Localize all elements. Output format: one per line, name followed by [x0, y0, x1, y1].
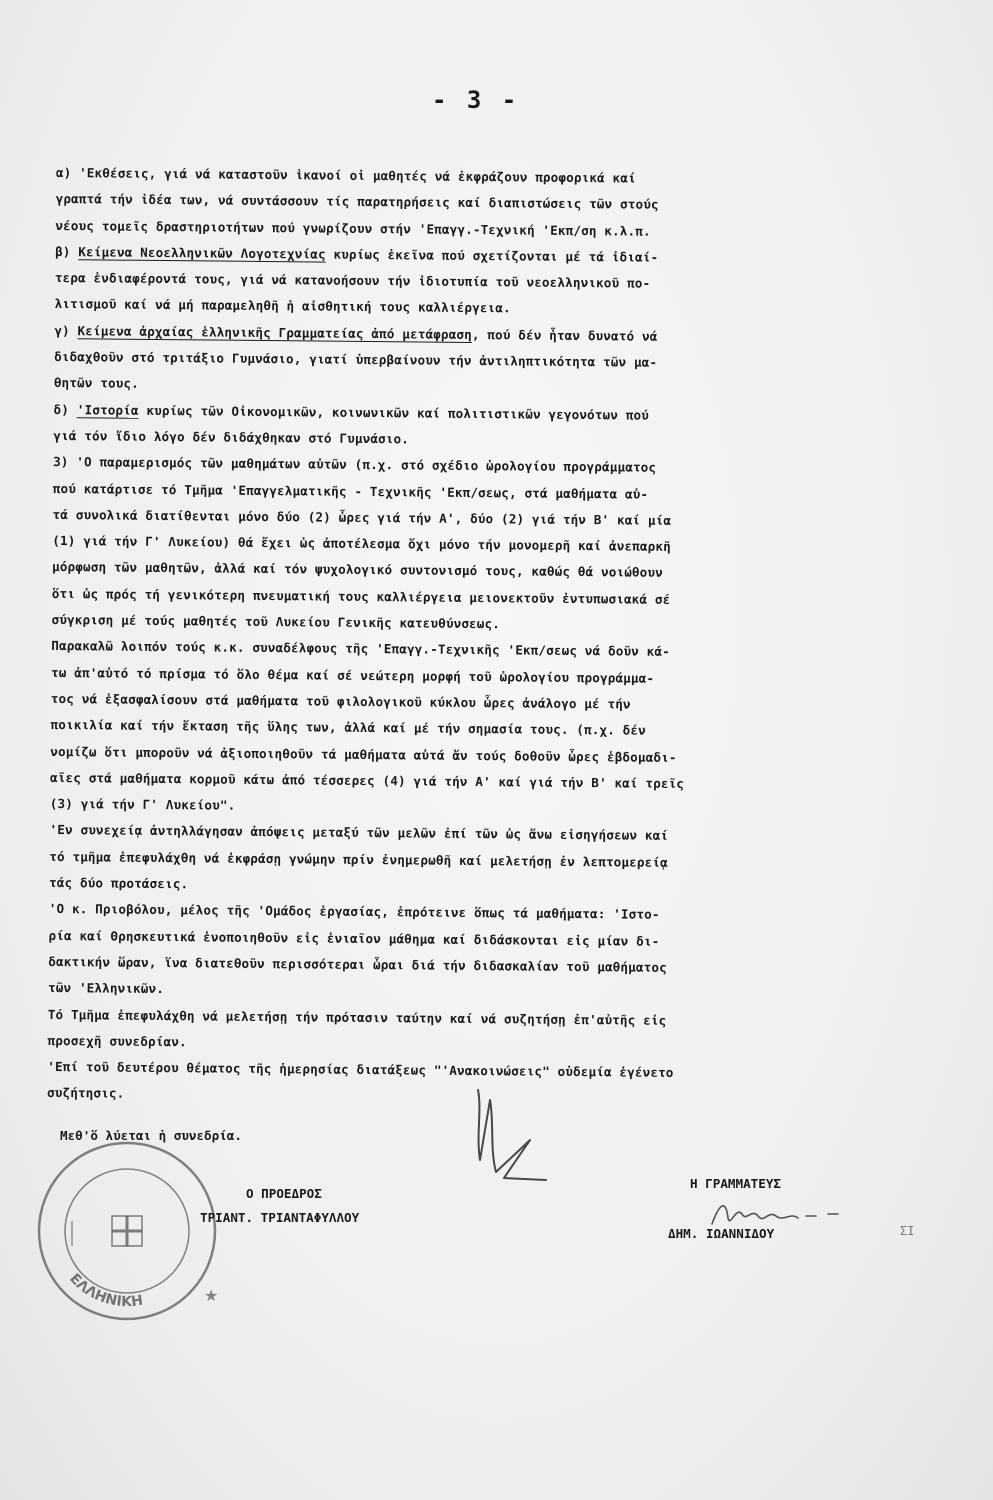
text-segment: τά συνολικά διατίθενται μόνο δύο (2) ὧρες γιά τήν Α', δύο (2) γιά τήν Β' καί μία	[52, 506, 672, 528]
secretary-name: ΔΗΜ. ΙΩΑΝΝΙΔΟΥ	[668, 1226, 775, 1241]
text-segment: πού κατάρτισε τό Τμῆμα 'Επαγγελματικῆς - Τεχνικῆς 'Εκπ/σεως, στά μαθήματα αὐ-	[52, 480, 649, 502]
text-segment: 3) 'Ο παραμερισμός τῶν μαθημάτων αὐτῶν (π.χ. στό σχέδιο ὡρολογίου προγράμματος	[53, 454, 657, 476]
handwritten-mark	[460, 1080, 550, 1190]
text-segment: λιτισμοῦ καί νά μή παραμεληθῆ ἡ αἰσθητική τους καλλιέργεια.	[54, 296, 511, 316]
text-segment: διδαχθοῦν στό τριτάξιο Γυμνάσιο, γιατί ὑπερβαίνουν τήν ἀντιληπτικότητα τῶν μα-	[54, 349, 658, 370]
text-segment: (3) γιά τήν Γ' Λυκείου".	[49, 796, 236, 813]
text-segment: σύγκριση μέ τούς μαθητές τοῦ Λυκείου Γενικῆς κατευθύνσεως.	[51, 612, 501, 632]
text-segment: νέους τομεῖς δραστηριοτήτων πού γνωρίζουν στήν 'Επαγγ.-Τεχνική 'Εκπ/ση κ.λ.π.	[55, 217, 651, 239]
secretary-title: Η ΓΡΑΜΜΑΤΕΥΣ	[690, 1176, 781, 1191]
svg-text:ΕΛΛΗΝΙΚΗ: ΕΛΛΗΝΙΚΗ	[66, 1270, 145, 1311]
text-segment: δ)	[53, 401, 77, 417]
minutes-body	[47, 160, 956, 1115]
text-segment: α) 'Εκθέσεις, γιά νά καταστοῦν ἱκανοί οἱ μαθητές νά ἐκφράζουν προφορικά καί	[55, 164, 636, 186]
svg-text:★: ★	[204, 1286, 219, 1305]
text-segment: τερα ἐνδιαφέροντά τους, γιά νά κατανοήσουν τήν ἰδιοτυπία τοῦ νεοελληνικοῦ πο-	[54, 270, 651, 291]
text-segment: (1) γιά τήν Γ' Λυκείου) θά ἔχει ὡς ἀποτέλεσμα ὄχι μόνο τήν μονομερῆ καί ἀνεπαρκῆ	[52, 533, 671, 555]
margin-mark: ΣΙ	[900, 1224, 915, 1238]
text-segment: Παρακαλῶ λοιπόν τούς κ.κ. συναδέλφους τῆς 'Επαγγ.-Τεχνικῆς 'Εκπ/σεως νά δοῦν κά-	[51, 638, 670, 660]
text-segment: ρία καί Θρησκευτικά ἑνοποιηθοῦν εἰς ἑνιαῖον μάθημα καί διδάσκονται εἰς μίαν δι-	[48, 927, 660, 949]
text-segment: Τό Τμῆμα ἐπεφυλάχθη νά μελετήσῃ τήν πρότασιν ταύτην καί νά συζητήσῃ ἐπ'αὐτῆς εἰς	[47, 1006, 667, 1028]
underlined-heading: Κείμενα ἀρχαίας ἑλληνικῆς Γραμματείας ἀπό μετάφραση	[77, 322, 472, 342]
president-title: Ο ΠΡΟΕΔΡΟΣ	[246, 1186, 322, 1201]
text-segment: αῖες στά μαθήματα κορμοῦ κάτω ἀπό τέσσερες (4) γιά τήν Α' καί γιά τήν Β' καί τρεῖς	[50, 769, 685, 791]
text-segment: γραπτά τήν ἰδέα των, νά συντάσσουν τίς παρατηρήσεις καί διαπιστώσεις τῶν στούς	[55, 191, 659, 213]
text-segment: τό τμῆμα ἐπεφυλάχθη νά ἐκφράσῃ γνώμην πρίν ἐνημερωθῆ καί μελετήσῃ ἐν λεπτομερείᾳ	[49, 848, 668, 870]
text-segment: 'Επί τοῦ δευτέρου θέματος τῆς ἡμερησίας διατάξεως "'Ανακοινώσεις" οὐδεμία ἐγένετο	[47, 1059, 674, 1081]
text-segment: , πού δέν ἦταν δυνατό νά	[471, 326, 658, 344]
underlined-heading: Κείμενα Νεοελληνικῶν Λογοτεχνίας	[78, 244, 326, 262]
text-segment: κυρίως ἐκεῖνα πού σχετίζονται μέ τά ἰδιαί-	[325, 246, 659, 265]
text-segment: τος νά ἐξασφαλίσουν στά μαθήματα τοῦ φιλολογικοῦ κύκλου ὧρες ἀνάλογο μέ τήν	[50, 690, 631, 712]
text-segment: ὅτι ὡς πρός τή γενικότερη πνευματική τους καλλιέργεια μειονεκτοῦν ἐντυπωσιακά σέ	[51, 585, 671, 607]
president-name: ΤΡΙΑΝΤ. ΤΡΙΑΝΤΑΦΥΛΛΟΥ	[200, 1210, 360, 1225]
president-signature-block	[200, 1182, 359, 1230]
text-segment: τάς δύο προτάσεις.	[48, 874, 189, 892]
closing-line: Μεθ'ὅ λύεται ἡ συνεδρία.	[60, 1128, 242, 1143]
text-segment: γ)	[54, 322, 78, 338]
text-segment: τω ἀπ'αὐτό τό πρίσμα τό ὅλο θέμα καί σέ νεώτερη μορφή τοῦ ὡρολογίου προγράμμα-	[51, 664, 655, 686]
text-segment: μόρφωση τῶν μαθητῶν, ἀλλά καί τόν ψυχολογικό συντονισμό τους, καθώς θά νοιώθουν	[52, 559, 663, 581]
text-segment: β)	[55, 243, 79, 260]
page-number: - 3 -	[432, 86, 520, 114]
underlined-heading: 'Ιστορία	[76, 401, 139, 418]
official-stamp-seal	[32, 1136, 222, 1326]
secretary-signature-scrawl	[706, 1196, 856, 1232]
text-segment: προσεχῆ συνεδρίαν.	[47, 1032, 187, 1050]
text-segment: νομίζω ὅτι μποροῦν νά ἀξιοποιηθοῦν τά μαθήματα αὐτά ἄν τούς δοθοῦν ὧρες ἑβδομαδι-	[50, 743, 677, 765]
text-segment: 'Εν συνεχείᾳ ἀντηλλάγησαν ἀπόψεις μεταξύ τῶν μελῶν ἐπί τῶν ὡς ἄνω εἰσηγήσεων καί	[49, 822, 669, 844]
text-segment: ποικιλία καί τήν ἔκταση τῆς ὕλης των, ἀλλά καί μέ τήν σημασία τους. (π.χ. δέν	[50, 717, 646, 738]
text-segment: 'Ο κ. Πριοβόλου, μέλος τῆς 'Ομάδος ἐργασίας, ἐπρότεινε ὅπως τά μαθήματα: 'Ιστο-	[48, 901, 660, 923]
text-segment: τῶν 'Ελληνικῶν.	[47, 980, 165, 997]
text-segment: συζήτησις.	[46, 1085, 125, 1102]
text-segment: κυρίως τῶν Οἰκονομικῶν, κοινωνικῶν καί πολιτιστικῶν γεγονότων πού	[138, 402, 650, 423]
text-segment: δακτικήν ὥραν, ἵνα διατεθοῦν περισσότεραι ὧραι διά τήν διδασκαλίαν τοῦ μαθήματος	[48, 953, 667, 975]
text-segment: θητῶν τους.	[53, 375, 139, 392]
text-segment: γιά τόν ἴδιο λόγο δέν διδάχθηκαν στό Γυμνάσιο.	[53, 427, 410, 447]
